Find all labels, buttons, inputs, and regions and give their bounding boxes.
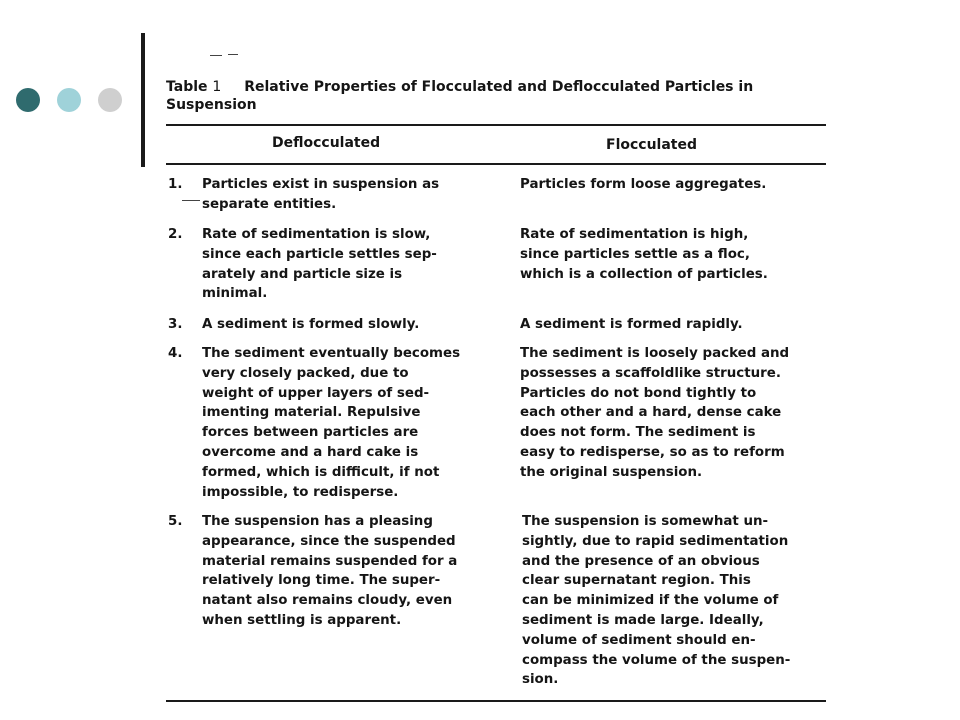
- cell-flocculated: Particles form loose aggregates.: [520, 177, 767, 192]
- cell-deflocculated: Rate of sedimentation is slow, since each particle settles sep- arately and particle size is minimal.: [202, 227, 437, 302]
- row-number: 1.: [168, 177, 183, 192]
- caption-title: Relative Properties of Flocculated and Deflocculated Particles in Suspension: [166, 79, 754, 113]
- scan-speck: [228, 54, 238, 55]
- scan-speck: [210, 55, 222, 56]
- gray-dot: [98, 88, 122, 112]
- caption-number: 1: [212, 79, 222, 95]
- table-caption: [166, 78, 816, 114]
- row-number: 4.: [168, 346, 183, 361]
- row-number: 3.: [168, 317, 183, 332]
- top-rule: [166, 124, 826, 126]
- column-header-deflocculated: Deflocculated: [272, 135, 381, 151]
- cell-deflocculated: A sediment is formed slowly.: [202, 317, 420, 332]
- decorative-dots: [16, 88, 122, 112]
- cell-flocculated: Rate of sedimentation is high, since particles settle as a floc, which is a collection of particles.: [520, 227, 768, 282]
- bottom-rule: [166, 700, 826, 702]
- teal-dot: [16, 88, 40, 112]
- cell-flocculated: The suspension is somewhat un- sightly, due to rapid sedimentation and the presence of an obvious clear supernatant region. This can be minimized if the volume of sediment is made large. Ideally, volume of sediment should en- compass the volume of the suspen- sion.: [522, 514, 791, 688]
- light-blue-dot: [57, 88, 81, 112]
- vertical-divider-bar: [141, 33, 145, 167]
- cell-deflocculated: Particles exist in suspension as separate entities.: [202, 177, 440, 212]
- header-rule: [166, 163, 826, 165]
- row-number: 5.: [168, 514, 183, 529]
- cell-deflocculated: The sediment eventually becomes very closely packed, due to weight of upper layers of sed- imenting material. Repulsive forces between particles are overcome and a hard cake is formed, which is difficult, if not impossible, to redisperse.: [202, 346, 461, 500]
- cell-flocculated: The sediment is loosely packed and possesses a scaffoldlike structure. Particles do not bond tightly to each other and a hard, dense cake does not form. The sediment is easy to redisperse, so as to reform the original suspension.: [520, 346, 790, 480]
- row-number: 2.: [168, 227, 183, 242]
- cell-deflocculated: The suspension has a pleasing appearance, since the suspended material remains suspended for a relatively long time. The super- natant also remains cloudy, even when settling is apparent.: [202, 514, 458, 628]
- caption-label: Table: [166, 79, 208, 95]
- column-header-flocculated: Flocculated: [606, 137, 697, 153]
- cell-flocculated: A sediment is formed rapidly.: [520, 317, 743, 332]
- scan-speck: [182, 200, 200, 201]
- scanned-table: [160, 40, 840, 710]
